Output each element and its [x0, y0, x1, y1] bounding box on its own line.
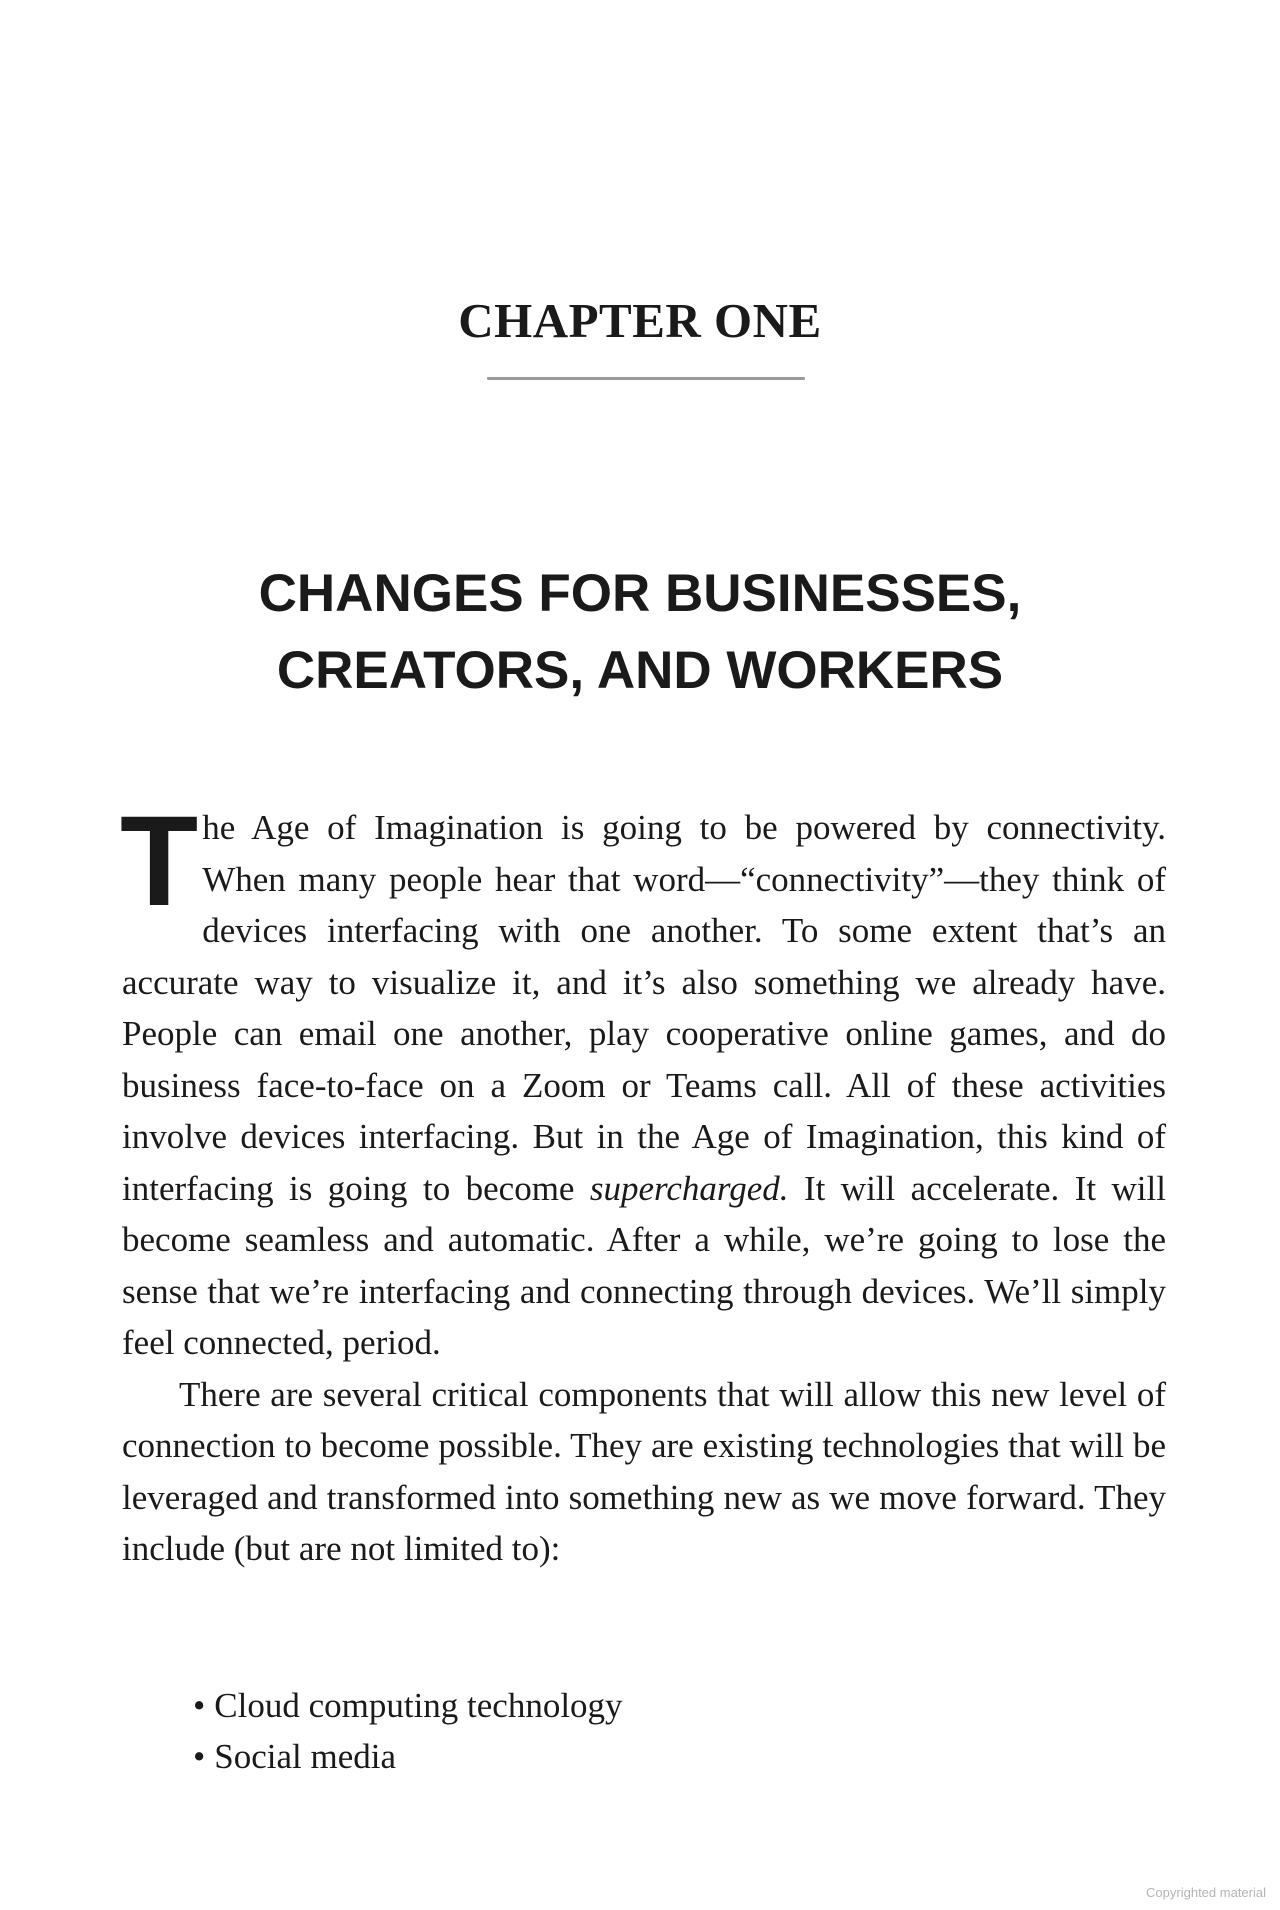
chapter-divider-rule — [487, 377, 805, 380]
copyright-notice: Copyrighted material — [1146, 1885, 1266, 1900]
chapter-title-line-2: CREATORS, AND WORKERS — [276, 641, 1004, 700]
paragraph-1 — [120, 790, 1166, 1369]
paragraph-2: There are several critical components that will allow this new level of connection to become possible. They are existing technologies that will be leveraged and transformed into something new as we move forward. They include (but are not limited to): — [122, 1374, 1166, 1568]
bullet-list — [193, 1680, 623, 1782]
chapter-title-line-1: CHANGES FOR BUSINESSES, — [258, 564, 1022, 623]
list-item: • Social media — [193, 1731, 623, 1782]
body-text — [120, 790, 1166, 1575]
list-item: • Cloud computing technology — [193, 1680, 623, 1731]
paragraph-1-text-a: he Age of Imagination is going to be powered by connectivity. When many people hear that word—“connectivity”—they think of devices interfacing with one another. To some extent that’s an accurate way to visualize it, and it’s also something we already have. People can email one another, play cooperative online games, and do business face-to-face on a Zoom or Teams call. All of these activities involve devices interfacing. But in the Age of Imagination, this kind of interfacing is going to become — [122, 808, 1166, 1208]
paragraph-1-emphasis: supercharged. — [589, 1168, 789, 1208]
drop-cap: T — [120, 790, 199, 933]
chapter-label: CHAPTER ONE — [458, 293, 822, 348]
chapter-title — [0, 555, 1280, 709]
paragraph-1-text-b: It will accelerate. It will become seamless and automatic. After a while, we’re going to lose the sense that we’re interfacing and connecting through devices. We’ll simply feel connected, period. — [122, 1168, 1166, 1362]
